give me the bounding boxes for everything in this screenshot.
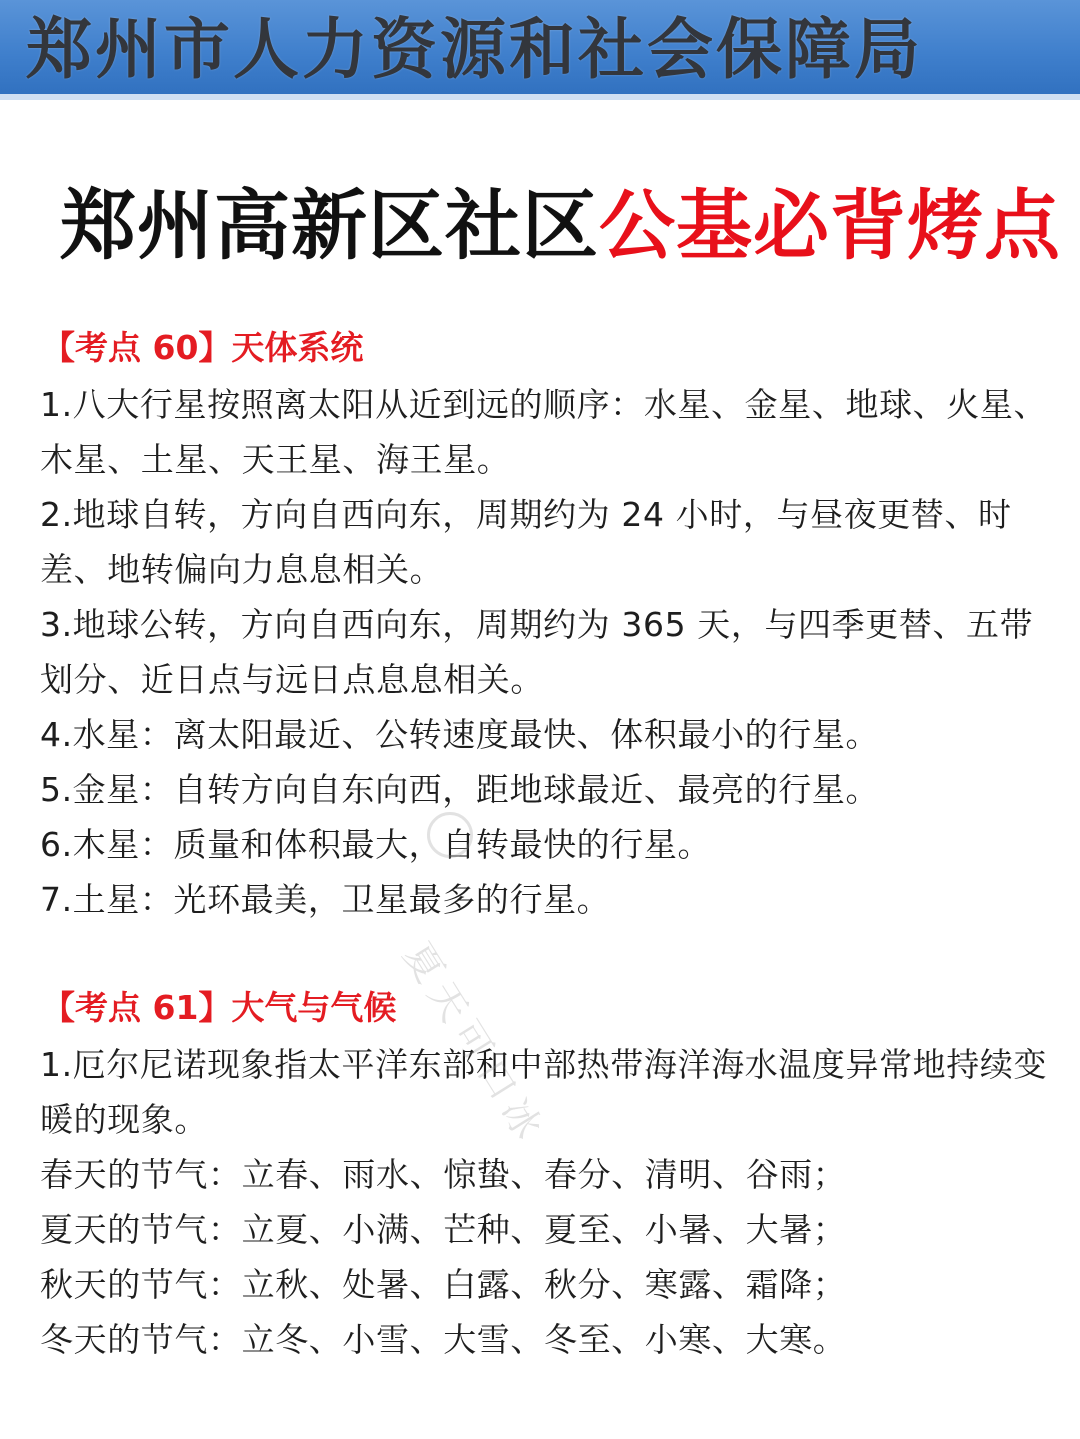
section-heading-60: 【考点 60】天体系统: [42, 328, 364, 367]
section-heading-61: 【考点 61】大气与气候: [42, 988, 397, 1027]
list-item: 春天的节气：立春、雨水、惊蛰、春分、清明、谷雨；: [40, 1155, 847, 1194]
watermark-at-icon: [427, 812, 473, 858]
page-title-red: 公基必背烤点: [599, 181, 1061, 270]
section-body-61: [40, 1037, 1048, 1367]
list-item: 4.水星：离太阳最近、公转速度最快、体积最小的行星。: [40, 715, 880, 754]
section-body-60: [40, 377, 1048, 927]
page-title: [60, 178, 1061, 274]
watermark: 夏天可口冰: [395, 934, 555, 1154]
page-title-black: 郑州高新区社区: [60, 181, 599, 270]
list-item: 7.土星：光环最美，卫星最多的行星。: [40, 880, 611, 919]
list-item: 夏天的节气：立夏、小满、芒种、夏至、小暑、大暑；: [40, 1210, 847, 1249]
list-item: 6.木星：质量和体积最大，自转最快的行星。: [40, 825, 712, 864]
list-item: 秋天的节气：立秋、处暑、白露、秋分、寒露、霜降；: [40, 1265, 847, 1304]
list-item: 2.地球自转，方向自西向东，周期约为 24 小时，与昼夜更替、时差、地转偏向力息息相关。: [40, 495, 1012, 589]
banner-title: 郑州市人力资源和社会保障局: [26, 11, 923, 88]
list-item: 3.地球公转，方向自西向东，周期约为 365 天，与四季更替、五带划分、近日点与远日点息息相关。: [40, 605, 1034, 699]
list-item: 1.八大行星按照离太阳从近到远的顺序：水星、金星、地球、火星、木星、土星、天王星、海王星。: [40, 385, 1048, 479]
list-item: 5.金星：自转方向自东向西，距地球最近、最亮的行星。: [40, 770, 880, 809]
header-banner: [0, 0, 1080, 100]
list-item: 1.厄尔尼诺现象指太平洋东部和中部热带海洋海水温度异常地持续变暖的现象。: [40, 1045, 1048, 1139]
list-item: 冬天的节气：立冬、小雪、大雪、冬至、小寒、大寒。: [40, 1320, 847, 1359]
